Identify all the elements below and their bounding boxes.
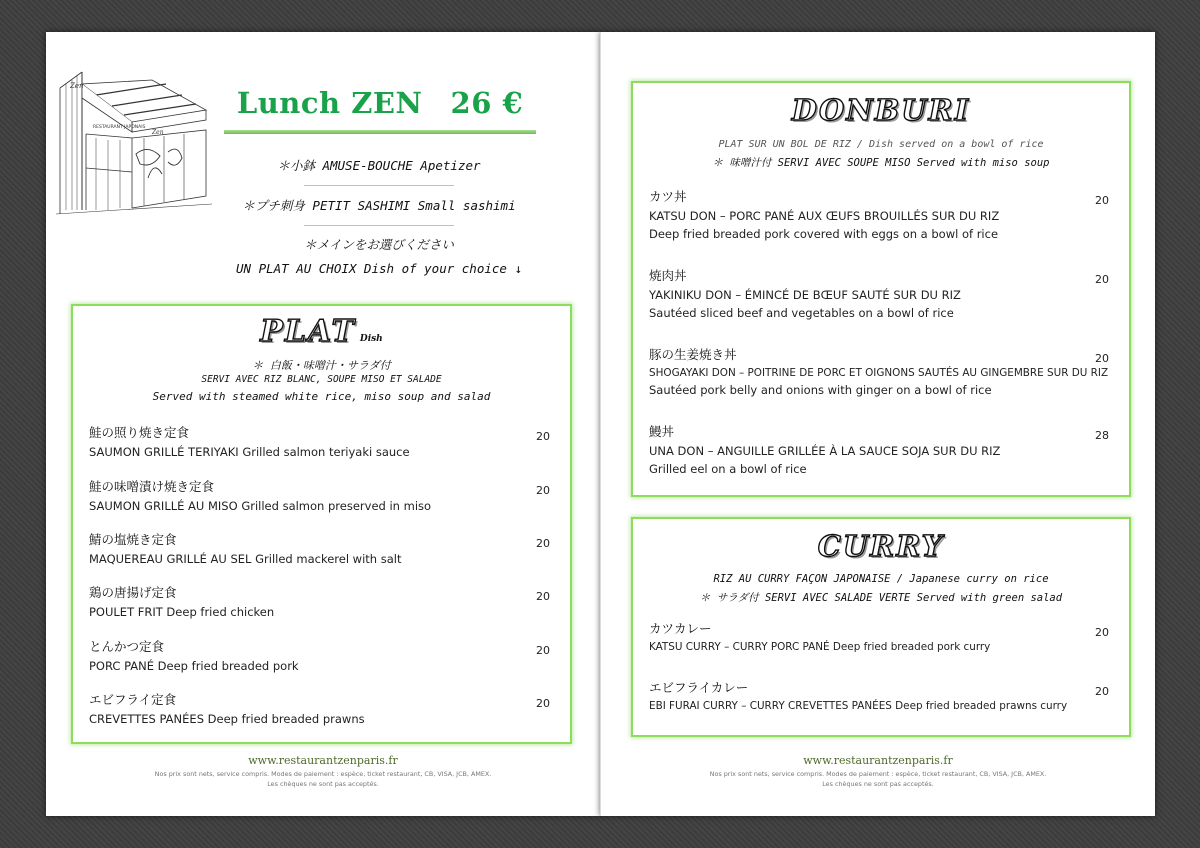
menu-item [89,583,550,619]
item-price: 20 [536,430,550,443]
lunch-title-text: Lunch ZEN [236,86,423,120]
item-price: 20 [1095,685,1109,698]
plat-title-small: Dish [359,334,383,344]
item-description: POULET FRIT Deep fried chicken [89,605,275,619]
item-name-jp: 焼肉丼 [649,268,687,283]
lunch-title [224,86,536,120]
item-name-jp: 鯖の塩焼き定食 [89,532,177,547]
menu-item [89,637,550,673]
item-price: 28 [1095,429,1109,442]
item-price: 20 [536,697,550,710]
item-name-fr: SHOGAYAKI DON – POITRINE DE PORC ET OIGNONS SAUTÉS AU GINGEMBRE SUR DU RIZ [649,367,1109,379]
menu-item [89,423,550,459]
item-name-jp: カツカレー [649,621,712,636]
plat-title [73,314,570,349]
item-name-jp: 豚の生姜焼き丼 [649,347,737,362]
item-name-fr: UNA DON – ANGUILLE GRILLÉE À LA SAUCE SOJA SUR DU RIZ [649,444,1001,458]
item-price: 20 [536,537,550,550]
item-name-jp: 鮭の照り焼き定食 [89,425,190,440]
payment-note: Nos prix sont nets, service compris. Modes de paiement : espèce, ticket restaurant, CB, VISA, JCB, AMEX. [709,770,1047,778]
item-description: SAUMON GRILLÉ AU MISO Grilled salmon preserved in miso [89,499,432,513]
item-description: KATSU CURRY – CURRY PORC PANÉ Deep fried breaded pork curry [649,641,991,653]
intro-petit-sashimi: ＊プチ刺身 PETIT SASHIMI Small sashimi [242,198,516,213]
payment-note: Nos prix sont nets, service compris. Modes de paiement : espèce, ticket restaurant, CB, VISA, JCB, AMEX. [154,770,492,778]
plat-section [71,304,572,744]
menu-item [649,345,1109,397]
menu-item [649,678,1109,712]
donburi-subtitle-miso: ＊ 味噌汁付 SERVI AVEC SOUPE MISO Served with miso soup [712,157,1050,169]
plat-subtitle-jp: ＊ 白飯・味噌汁・サラダ付 [252,359,391,372]
intro-amuse-bouche: ＊小鉢 AMUSE-BOUCHE Apetizer [277,158,481,173]
item-name-jp: とんかつ定食 [89,639,165,654]
lunch-price: 26 € [450,86,524,120]
svg-text:Zen: Zen [152,129,164,136]
curry-title: CURRY [817,529,945,563]
svg-text:Zen: Zen [70,82,84,90]
item-price: 20 [1095,626,1109,639]
item-name-jp: エビフライカレー [649,680,749,695]
plat-subtitle-en: Served with steamed white rice, miso soup and salad [152,390,491,403]
item-description: CREVETTES PANÉES Deep fried breaded prawns [89,712,365,726]
menu-item [89,477,550,513]
plat-title-text: PLAT [260,314,356,349]
donburi-subtitle: PLAT SUR UN BOL DE RIZ / Dish served on a bowl of rice [718,139,1044,150]
item-price: 20 [1095,194,1109,207]
intro-divider [304,185,454,186]
curry-subtitle-salad: ＊ サラダ付 SERVI AVEC SALADE VERTE Served with green salad [699,592,1063,604]
item-description: SAUMON GRILLÉ TERIYAKI Grilled salmon teriyaki sauce [89,445,410,459]
intro-choose-main: UN PLAT AU CHOIX Dish of your choice ↓ [236,261,522,276]
item-description-en: Deep fried breaded pork covered with eggs on a bowl of rice [649,227,999,241]
menu-page-left [46,32,600,816]
item-name-jp: カツ丼 [649,189,687,204]
page-footer [46,754,600,789]
item-description-en: Sautéed sliced beef and vegetables on a bowl of rice [649,306,954,320]
intro-choose-main-jp: ＊メインをお選びください [304,237,454,252]
item-description-en: Sautéed pork belly and onions with ginger on a bowl of rice [649,383,992,397]
svg-text:RESTAURANT JAPONAIS: RESTAURANT JAPONAIS [93,125,146,130]
item-name-jp: 鰻丼 [649,424,675,439]
website-link[interactable]: www.restaurantzenparis.fr [248,754,398,767]
menu-item [89,690,550,726]
cheque-note: Les chèques ne sont pas acceptés. [822,780,934,788]
menu-item [649,619,1109,653]
title-underline [224,130,536,134]
intro-divider [304,225,454,226]
menu-item [89,530,550,566]
menu-page-right [600,32,1155,816]
plat-subtitle-fr: SERVI AVEC RIZ BLANC, SOUPE MISO ET SALADE [201,374,442,385]
item-name-fr: YAKINIKU DON – ÉMINCÉ DE BŒUF SAUTÉ SUR DU RIZ [649,288,961,302]
item-price: 20 [536,484,550,497]
website-link[interactable]: www.restaurantzenparis.fr [803,754,953,767]
donburi-section [631,81,1131,497]
menu-item [649,187,1109,241]
item-name-jp: 鮭の味噌漬け焼き定食 [89,479,215,494]
item-price: 20 [536,590,550,603]
item-name-jp: エビフライ定食 [89,692,177,707]
curry-section [631,517,1131,737]
item-description: EBI FURAI CURRY – CURRY CREVETTES PANÉES Deep fried breaded prawns curry [649,700,1068,712]
storefront-illustration [56,68,212,216]
curry-subtitle: RIZ AU CURRY FAÇON JAPONAISE / Japanese curry on rice [713,573,1049,585]
cheque-note: Les chèques ne sont pas acceptés. [267,780,379,788]
donburi-title: DONBURI [791,93,971,127]
item-description: PORC PANÉ Deep fried breaded pork [89,659,299,673]
item-description-en: Grilled eel on a bowl of rice [649,462,807,476]
item-price: 20 [536,644,550,657]
item-price: 20 [1095,273,1109,286]
item-description: MAQUEREAU GRILLÉ AU SEL Grilled mackerel with salt [89,552,402,566]
item-name-fr: KATSU DON – PORC PANÉ AUX ŒUFS BROUILLÉS SUR DU RIZ [649,209,1000,223]
menu-item [649,266,1109,320]
menu-item [649,422,1109,476]
page-footer [601,754,1155,789]
item-name-jp: 鶏の唐揚げ定食 [89,585,177,600]
item-price: 20 [1095,352,1109,365]
